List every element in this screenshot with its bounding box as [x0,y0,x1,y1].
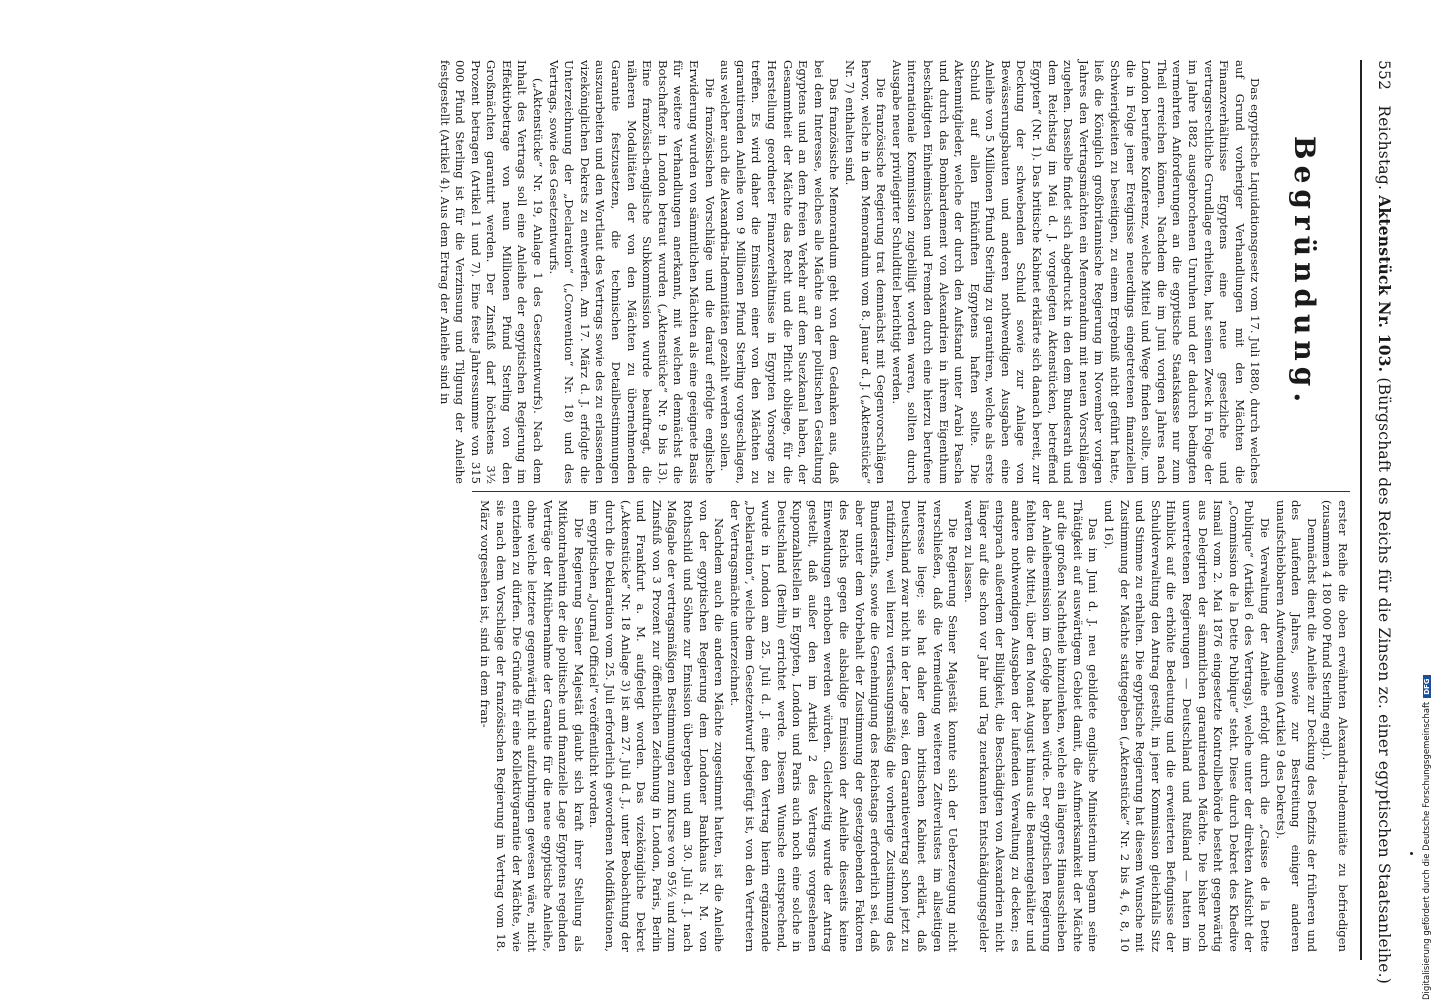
credit-text: Digitalisierung gefördert durch die Deutsche Forschungsgemeinschaft [1422,701,1432,1000]
paragraph: Die Regierung Seiner Majestät konnte sich der Ueberzeugung nicht verschließen, daß die Vermeidung weiteren Zeitverlustes im allseitigen Interesse liege; sie hat daher dem britischen Kabinet erklärt, daß Deutschland zwar nicht in der Lage sei, den Garantievertrag schon jetzt zu ratifiziren, weil hierzu verfassungsmäßig die vorherige Zustimmung des Bundesraths, sowie die Genehmigung des Reichstags erforderlich sei, daß aber unter dem Vorbehalt der Zustimmung der gesetzgebenden Faktoren des Reichs gegen die alsbaldige Emission der Anleihe diesseits keine Einwendungen erhoben werden würden. Gleichzeitig wurde der Antrag gestellt, daß außer den im Artikel 2 des Vertrags vorgesehenen Kuponzahlstellen in Egypten, London und Paris auch noch eine solche in Deutschland (Berlin) errichtet werde. Diesem Wunsche entsprechend, wurde in London am 25. Juli d. J. eine den Vertrag hierin ergänzende „Deklaration“, welche dem Gesetzentwurf beigefügt ist, von den Vertretern der Vertragsmächte unterzeichnet. [727,500,961,952]
header-subtitle: (Bürgschaft des Reichs für die Zinsen zc. einer egyptischen Staatsanleihe.) [1375,377,1393,984]
page-header [1364,60,1394,984]
paragraph: Demnächst dient die Anleihe zur Deckung des Defizits der früheren und des laufenden Jahres, sowie zur Bestreitung einiger anderen unaufschiebbaren Aufwendungen (Artikel 9 des Dekrets). [1273,500,1319,952]
digitization-credit [1422,0,1432,1000]
header-rule [1360,60,1362,960]
header-prefix: Reichstag. [1375,105,1393,191]
dfg-logo: DFG [1423,675,1431,697]
section-heading: Begründung. [1288,135,1321,409]
left-column [437,60,1350,484]
column-divider [472,491,1350,492]
page-number: 552 [1375,60,1393,91]
paragraph: („Aktenstücke“ Nr. 19, Anlage 1 des Gesetzentwurfs). Nach dem Inhalt des Vertrags soll eine Anleihe der egyptischen Regierung im Effektivbetrage von neun Millionen Pfund Sterling von den Großmächten garantirt werden. Der Zinsfuß darf höchstens 3½ Prozent betragen (Artikel 1 und 7). Eine feste Jahressumme von 315 000 Pfund Sterling ist für die Verzinsung und Tilgung der Anleihe festgestellt (Artikel 4). Aus dem Ertrag der Anleihe sind in [437,60,546,484]
paragraph: Das französische Memorandum geht von dem Gedanken aus, daß bei dem Interesse, welches alle Mächte an der politischen Gestaltung Egyptens und an dem freien Verkehr auf dem Suezkanal haben, der Gesammtheit der Mächte das Recht und die Pflicht obliege, für die Herstellung geordneter Finanzverhältnisse in Egypten Vorsorge zu treffen. Es wird daher die Emission einer von den Mächten zu garantirenden Anleihe von 9 Millionen Pfund Sterling vorgeschlagen, aus welcher auch die Alexandria-Indemnitäten gezahlt werden sollen. [718,60,842,484]
paragraph: Das egyptische Liquidationsgesetz vom 17. Juli 1880, durch welches auf Grund vorheriger Verhandlungen mit den Mächten die Finanzverhältnisse Egyptens eine neue gesetzliche und vertragsrechtliche Grundlage erhielten, hat seinen Zweck in Folge der im Jahre 1882 ausgebrochenen Unruhen und der dadurch bedingten vermehrten Anforderungen an die egyptische Staatskasse nur zum Theil erreichen können. Nachdem die im Juni vorigen Jahres nach London berufene Konferenz, welche Mittel und Wege finden sollte, um die in Folge jener Ereignisse neuerdings eingetretenen finanziellen Schwierigkeiten zu beseitigen, zu einem Ergebniß nicht geführt hatte, ließ die Königlich großbritannische Regierung im November vorigen Jahres den Vertragsmächten ein Memorandum mit neuen Vorschlägen zugehen. Dasselbe findet sich abgedruckt in den dem Bundesrath und dem Reichstag im Mai d. J. vorgelegten Aktenstücken, betreffend Egypten“ (Nr. 1). Das britische Kabinet erklärte sich danach bereit, zur Deckung der schwebenden Schuld sowie zur Anlage von Bewässerungsbauten und anderen nothwendigen Ausgaben eine Anleihe von 5 Millionen Pfund Sterling zu garantiren, welche als erste Schuld auf allen Einkünften Egyptens haften sollte. Die Aktenmitglieder, welche der durch den Aufstand unter Arabi Pascha und durch das Bombardement von Alexandrien in ihrem Eigenthum beschädigten Einheimischen und Fremden durch eine hierzu berufene internationale Kommission zugebilligt worden waren, sollten durch Ausgabe neuer privilegirter Schuldtitel berichtigt werden. [889,60,1263,484]
paragraph: erster Reihe die oben erwähnten Alexandria-Indemnitäte zu befriedigen (zusammen 4 180 000 Pfund Sterling engl.). [1320,500,1350,952]
right-column [470,500,1350,952]
paragraph: Nachdem auch die anderen Mächte zugestimmt hatten, ist die Anleihe von der egyptischen Regierung dem Londoner Bankhaus N. M. von Rothschild und Söhne zur Emission übergeben und am 30. Juli d. J. nach Maßgabe der vertragsmäßigen Bestimmungen zum Kurse von 95½ und zum Zinsfuß von 3 Prozent zur öffentlichen Zeichnung in London, Paris, Berlin und Frankfurt a. M. aufgelegt worden. Das vizekönigliche Dekret („Aktenstücke“ Nr. 18 Anlage 3) ist am 27. Juli d. J., unter Beobachtung der durch die Deklaration vom 25. Juli erforderlich gewordenen Modifikationen, im egyptischen „Journal Officiel“ veröffentlicht worden. [587,500,727,952]
paragraph: Die Verwaltung der Anleihe erfolgt durch die „Caisse de la Dette Publique“ (Artikel 6 des Vertrags), welche unter der direkten Aufsicht der „Commission de la Dette Publique“ steht. Diese durch Dekret des Khedive Ismail vom 2. Mai 1876 eingesetzte Kontrollbehörde besteht gegenwärtig aus Delegirten der sämmtlichen garantirenden Mächte. Die bisher noch unvertretenen Regierungen — Deutschland und Rußland — hatten im Hinblick auf die erhöhte Bedeutung und die erweiterten Befugnisse der Schuldverwaltung den Antrag gestellt, in jener Kommission gleichfalls Sitz und Stimme zu erhalten. Die egyptische Regierung hat diesem Wunsche mit Zustimmung der Mächte stattgegeben („Aktenstücke“ Nr. 2 bis 4, 6, 8, 10 und 16). [1102,500,1273,952]
paragraph: Das im Juni d. J. neu gebildete englische Ministerium begann seine Thätigkeit auf auswärtigem Gebiet damit, die Aufmerksamkeit der Mächte auf die großen Nachtheile hinzulenken, welche ein längeres Hinausschieben der Anleiheemission im Gefolge haben würde. Der egyptischen Regierung fehlten die Mittel, über den Monat August hinaus die Beamtengehälter und andere nothwendigen Ausgaben der laufenden Verwaltung zu decken; es entsprach außerdem der Billigkeit, die Beschädigten von Alexandrien nicht länger auf die schon vor Jahr und Tag zuerkannten Entschädigungsgelder warten zu lassen. [961,500,1101,952]
header-title: Aktenstück Nr. 103. [1375,195,1394,373]
paragraph: Die Regierung Seiner Majestät glaubt sich kraft ihrer Stellung als Mitkontrahentin der die politische und finanzielle Lage Egyptens regelnden Verträge der Mitübernahme der Garantie für die neue egyptische Anleihe, ohne welche letztere gegenwärtig nicht aufzubringen gewesen wäre, nicht entziehen zu dürfen. Die Gründe für eine Kollektivgarantie der Mächte, wie sie nach dem Vorschlage der französischen Regierung im Vertrag vom 18. März vorgesehen ist, sind in dem fran- [478,500,586,952]
paragraph: Die französischen Vorschläge und die darauf erfolgte englische Erwiderung wurden von sämmtlichen Mächten als eine geeignete Basis für weitere Verhandlungen anerkannt, mit welchen demnächst die Botschafter in London betraut wurden („Aktenstücke“ Nr. 9 bis 13). Eine französisch-englische Subkommission wurde beauftragt, die näheren Modalitäten der von den Mächten zu übernehmenden Garantie festzusetzen, die technischen Detailbestimmungen auszuarbeiten und den Wortlaut des Vertrags sowie des zu erlassenden vizeköniglichen Dekrets zu entwerfen. Am 17. März d. J. erfolgte die Unterzeichnung der „Declaration“ („Convention“ Nr. 18) und des Vertrags, sowie des Gesetzentwurfs. [546,60,717,484]
scan-mark [1410,852,1413,855]
paragraph: Die französische Regierung trat demnächst mit Gegenvorschlägen hervor, welche in dem Memorandum vom 8. Januar d. J. („Aktenstücke“ Nr. 7) enthalten sind. [842,60,889,484]
